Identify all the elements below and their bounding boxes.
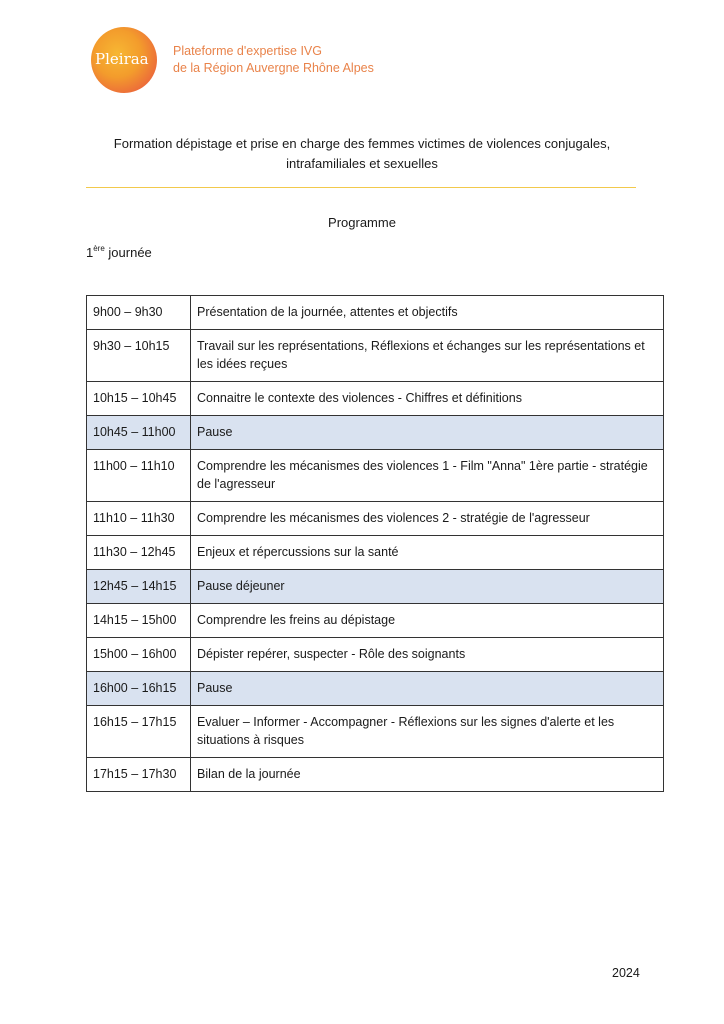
activity-description: Dépister repérer, suspecter - Rôle des soignants: [191, 638, 664, 672]
schedule-row: [87, 536, 664, 570]
day-suffix: ère: [93, 244, 105, 253]
activity-description: Connaitre le contexte des violences - Chiffres et définitions: [191, 382, 664, 416]
footer-year: 2024: [612, 966, 640, 980]
schedule-row: [87, 758, 664, 792]
activity-description: Evaluer – Informer - Accompagner - Réflexions sur les signes d'alerte et les situations à risques: [191, 706, 664, 758]
activity-description: Comprendre les mécanismes des violences 1 - Film "Anna" 1ère partie - stratégie de l'agresseur: [191, 450, 664, 502]
schedule-row: [87, 382, 664, 416]
time-slot: 10h45 – 11h00: [87, 416, 191, 450]
programme-heading: Programme: [328, 215, 396, 230]
schedule-row: [87, 638, 664, 672]
time-slot: 11h30 – 12h45: [87, 536, 191, 570]
day-word: journée: [104, 245, 152, 260]
activity-description: Comprendre les freins au dépistage: [191, 604, 664, 638]
title-line-1: Formation dépistage et prise en charge des femmes victimes de violences conjugales,: [113, 136, 611, 151]
time-slot: 9h00 – 9h30: [87, 296, 191, 330]
schedule-row-pause: [87, 672, 664, 706]
time-slot: 16h00 – 16h15: [87, 672, 191, 706]
schedule-row: [87, 296, 664, 330]
logo-wordmark: Pleiraa: [95, 50, 149, 68]
time-slot: 14h15 – 15h00: [87, 604, 191, 638]
activity-description: Pause: [191, 416, 664, 450]
org-line-1: Plateforme d'expertise IVG: [173, 44, 322, 58]
schedule-row-pause: [87, 570, 664, 604]
header-divider: [86, 187, 636, 188]
activity-description: Comprendre les mécanismes des violences 2 - stratégie de l'agresseur: [191, 502, 664, 536]
time-slot: 17h15 – 17h30: [87, 758, 191, 792]
title-line-2: intrafamiliales et sexuelles: [286, 156, 438, 171]
activity-description: Pause: [191, 672, 664, 706]
day-heading: [86, 245, 152, 260]
activity-description: Pause déjeuner: [191, 570, 664, 604]
schedule-row: [87, 604, 664, 638]
time-slot: 9h30 – 10h15: [87, 330, 191, 382]
activity-description: Enjeux et répercussions sur la santé: [191, 536, 664, 570]
time-slot: 15h00 – 16h00: [87, 638, 191, 672]
activity-description: Présentation de la journée, attentes et objectifs: [191, 296, 664, 330]
organization-name: [173, 43, 374, 77]
schedule-row: [87, 502, 664, 536]
time-slot: 11h10 – 11h30: [87, 502, 191, 536]
activity-description: Travail sur les représentations, Réflexions et échanges sur les représentations et les idées reçues: [191, 330, 664, 382]
time-slot: 12h45 – 14h15: [87, 570, 191, 604]
activity-description: Bilan de la journée: [191, 758, 664, 792]
document-title: [86, 134, 638, 174]
time-slot: 11h00 – 11h10: [87, 450, 191, 502]
time-slot: 10h15 – 10h45: [87, 382, 191, 416]
time-slot: 16h15 – 17h15: [87, 706, 191, 758]
schedule-row-pause: [87, 416, 664, 450]
schedule-row: [87, 330, 664, 382]
schedule-table: [86, 295, 664, 792]
schedule-row: [87, 450, 664, 502]
schedule-row: [87, 706, 664, 758]
pleiraa-logo: [86, 26, 162, 94]
day-number: 1: [86, 245, 94, 260]
org-line-2: de la Région Auvergne Rhône Alpes: [173, 61, 374, 75]
